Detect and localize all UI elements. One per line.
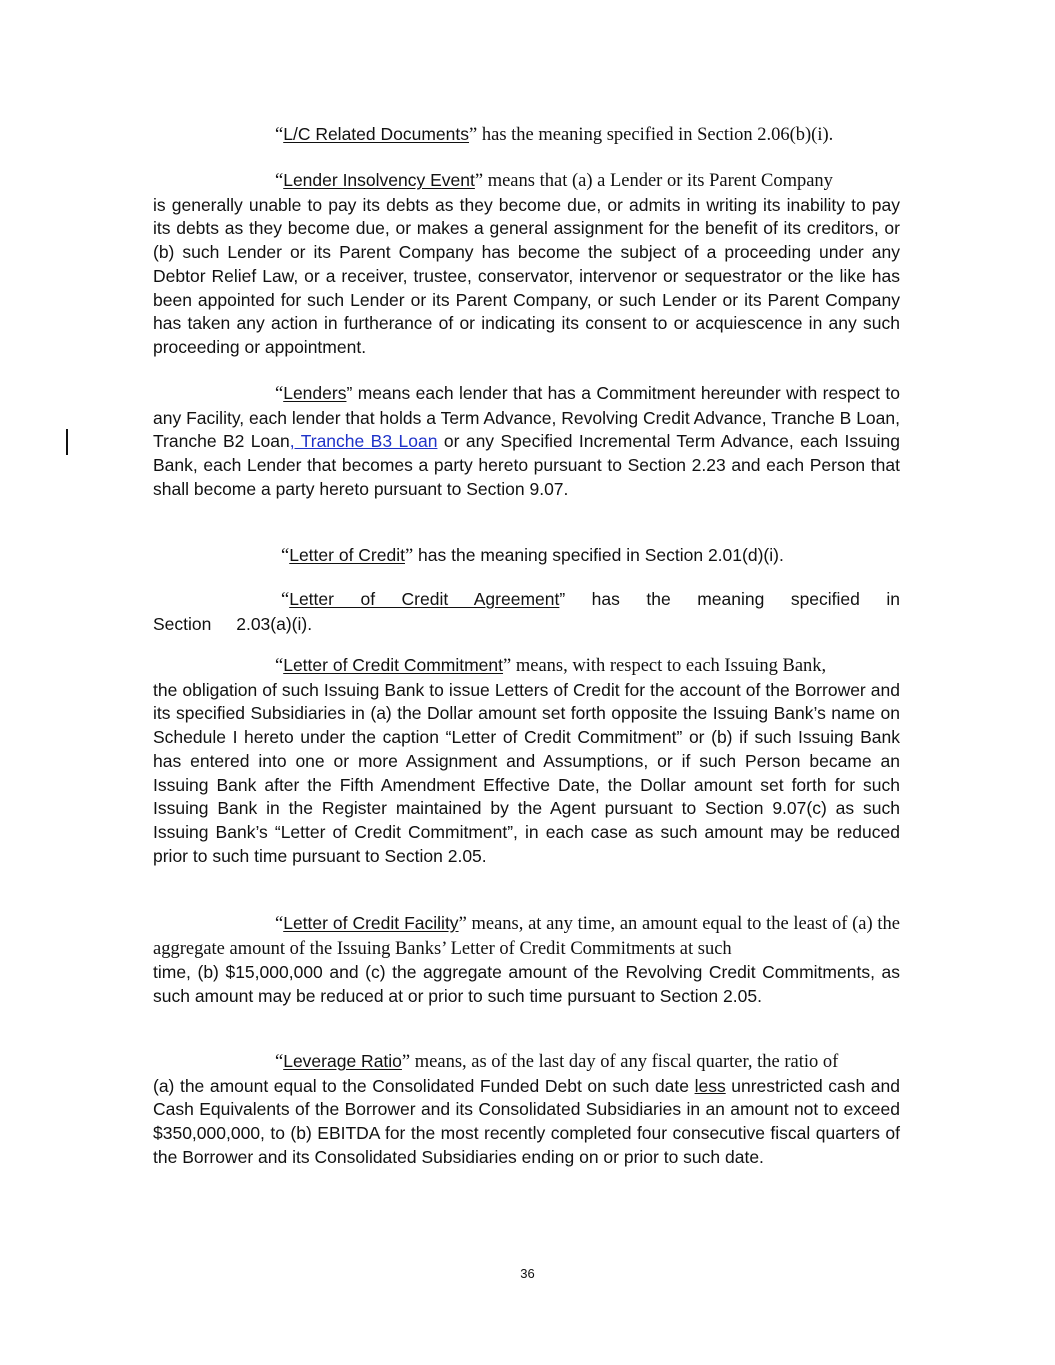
emphasis-less: less bbox=[694, 1075, 726, 1096]
definition-letter-of-credit-facility: “Letter of Credit Facility” means, at any time, an amount equal to the least of (a) the aggregate amount of the Issuing Banks’ Letter of Credit Commitments at such time, (b) $15,000,000 and (c) the aggregate amount of the Revolving Credit Commitments, as such amount may be reduced at or prior to such time pursuant to Section 2.05. bbox=[153, 913, 900, 1007]
definition-lc-related-documents: “L/C Related Documents” has the meaning specified in Section 2.06(b)(i). bbox=[275, 124, 834, 145]
definition-letter-of-credit: “Letter of Credit” has the meaning specified in Section 2.01(d)(i). bbox=[281, 545, 784, 566]
definition-lender-insolvency-event: “Lender Insolvency Event” means that (a) a Lender or its Parent Company is generally unable to pay its debts as they become due, or admits in writing its inability to pay its debts as they become due, or makes a general assignment for the benefit of its creditors, or (b) such Lender or its Parent Company has become the subject of a proceeding under any Debtor Relief Law, or a receiver, trustee, conservator, intervenor or sequestrator or the like has been appointed for such Lender or its Parent Company, or such Lender or its Parent Company has taken any action in furtherance of or indicating its consent to or acquiescence in any such proceeding or appointment. bbox=[153, 170, 900, 357]
page-number: 36 bbox=[520, 1266, 535, 1281]
definition-lenders: “Lenders” means each lender that has a Commitment hereunder with respect to any Facility, each lender that holds a Term Advance, Revolving Credit Advance, Tranche B Loan, Tranche B2 Loan, Tranche B3 Loan or any Specified Incremental Term Advance, each Issuing Bank, each Lender that becomes a party hereto pursuant to Section 2.23 and each Person that shall become a party hereto pursuant to Section 9.07. bbox=[153, 383, 900, 499]
term-letter-of-credit-facility: Letter of Credit Facility bbox=[283, 913, 459, 933]
definition-letter-of-credit-commitment: “Letter of Credit Commitment” means, with respect to each Issuing Bank, the obligation of such Issuing Bank to issue Letters of Credit for the account of the Borrower and its specified Subsidiaries in (a) the Dollar amount set forth opposite the Issuing Bank’s name on Schedule I hereto under the caption “Letter of Credit Commitment” or (b) if such Issuing Bank has entered into one or more Assignment and Assumptions, or if such Person became an Issuing Bank after the Fifth Amendment Effective Date, the Dollar amount set forth for such Issuing Bank in the Register maintained by the Agent pursuant to Section 9.07(c) as such Issuing Bank’s “Letter of Credit Commitment”, in each case as such amount may be reduced prior to such time pursuant to Section 2.05. bbox=[153, 655, 900, 866]
term-letter-of-credit-agreement: Letter of Credit Agreement bbox=[289, 589, 560, 609]
revision-bar bbox=[66, 429, 68, 455]
term-lc-related-documents: L/C Related Documents bbox=[283, 124, 470, 144]
definition-letter-of-credit-agreement: “Letter of Credit Agreement” has the meaning specified in Section 2.03(a)(i). bbox=[153, 589, 901, 634]
term-lenders: Lenders bbox=[283, 383, 347, 403]
term-letter-of-credit-commitment: Letter of Credit Commitment bbox=[283, 655, 504, 675]
inserted-text-tranche-b3-loan: , Tranche B3 Loan bbox=[289, 431, 438, 452]
term-leverage-ratio: Leverage Ratio bbox=[283, 1051, 402, 1071]
term-letter-of-credit: Letter of Credit bbox=[289, 545, 405, 565]
definition-leverage-ratio: “Leverage Ratio” means, as of the last day of any fiscal quarter, the ratio of (a) the amount equal to the Consolidated Funded Debt on such date less unrestricted cash and Cash Equivalents of the Borrower and its Consolidated Subsidiaries in an amount not to exceed $350,000,000, to (b) EBITDA for the most recently completed four consecutive fiscal quarters of the Borrower and its Consolidated Subsidiaries ending on or prior to such date. bbox=[153, 1051, 900, 1167]
term-lender-insolvency-event: Lender Insolvency Event bbox=[283, 170, 475, 190]
